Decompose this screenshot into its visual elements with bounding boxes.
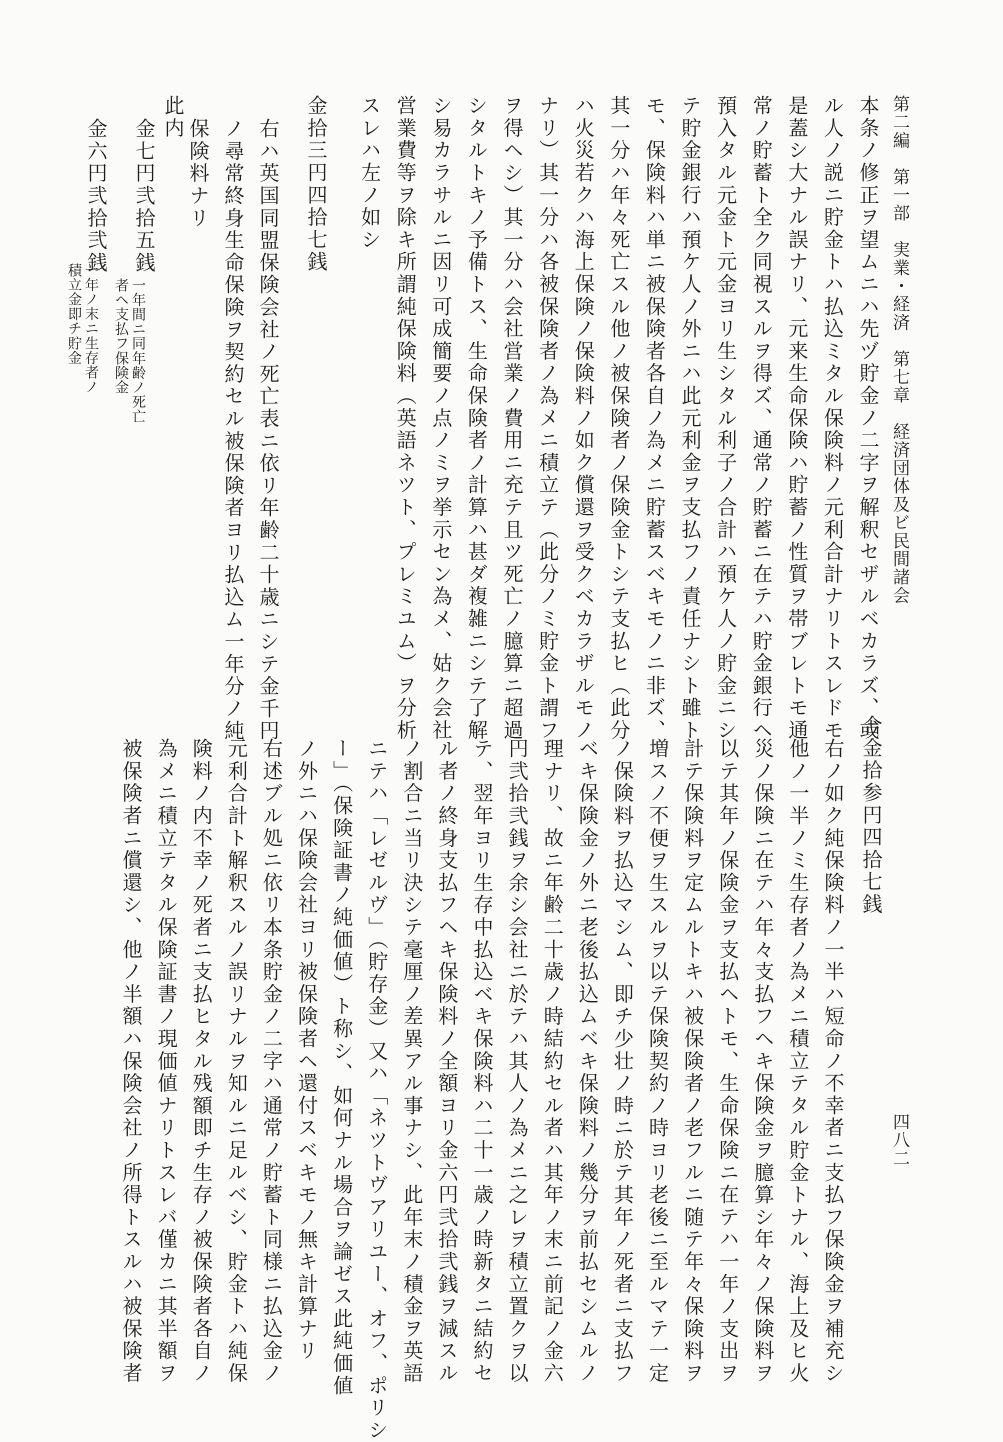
- page-number: 四八二: [889, 1113, 909, 1168]
- text-line: 以テ其年ノ保険金ヲ支払ヘトモ、生命保険ニ在テハ一年ノ支出ヲ: [715, 738, 740, 1385]
- text-line: 険料ノ内不幸ノ死者ニ支払ヒタル残額即チ生存ノ被保険者各自ノ: [189, 738, 214, 1385]
- text-line: 右ハ英国同盟保険会社ノ死亡表ニ依リ年齢二十歳ニシテ金千円: [256, 118, 280, 743]
- item-note: 者ヘ支払フ保険金: [113, 278, 129, 395]
- text-line: スレハ左ノ如シ: [357, 95, 382, 252]
- text-line: ニテハ「レゼルヴ」（貯存金）又ハ「ネツトヴアリユー、オフ、ポリシ: [364, 738, 389, 1442]
- item-amount: 金六円弐拾弐銭: [84, 118, 108, 275]
- text-line: 被保険者ニ償還シ、他ノ半額ハ保険会社ノ所得トスルハ被保険者: [119, 738, 143, 1385]
- text-line: 他ノ一半ノミ生存者ノ為メニ積立テタル貯金トナル、海上及ヒ火: [785, 738, 810, 1385]
- text-line: ナリ）其一分ハ各被保険者ノ為メニ積立テ（此分ノミ貯金ト謂フ: [535, 95, 560, 742]
- text-line: 円弐拾弐銭ヲ余シ会社ニ於テハ其人ノ為メニ之レヲ積立置クヲ以: [505, 738, 530, 1385]
- text-line: テ、翌年ヨリ生存中払込ベキ保険料ハ二十一歳ノ時新タニ結約セ: [470, 738, 494, 1385]
- text-line: 為メニ積立テタル保険証書ノ現価値ナリトスレバ僅カニ其半額ヲ: [154, 738, 179, 1385]
- text-line: 増スノ不便ヲ生スルヲ以テ保険契約ノ時ヨリ老後ニ至ルマテ一定: [645, 738, 670, 1385]
- text-line: ル人ノ説ニ貯金トハ払込ミタル保険料ノ元利合計ナリトスレドモ: [820, 95, 845, 742]
- breakdown-label: 此内: [161, 95, 185, 140]
- text-line: テ貯金銀行ハ預ケ人ノ外ニハ此元利金ヲ支払フノ責任ナシト雖ト: [678, 95, 702, 742]
- text-line: ー」（保険証書ノ純価値）ト称シ、如何ナル場合ヲ論ゼス此純価値: [329, 738, 354, 1397]
- text-line: 元利合計ト解釈スルノ誤リナルヲ知ルニ足ルベシ、貯金トハ純保: [224, 738, 249, 1385]
- text-line: 本条ノ修正ヲ望ムニハ先ヅ貯金ノ二字ヲ解釈セザルベカラズ、或: [856, 95, 880, 742]
- text-line: ル者ノ終身支払フヘキ保険料ノ全額ヨリ金六円弐拾弐銭ヲ減スル: [434, 738, 459, 1385]
- text-line: 其一分ハ年々死亡スル他ノ被保険者ノ保険金トシテ支払ヒ（此分: [606, 95, 631, 742]
- text-line: 常ノ貯蓄ト全ク同視スルヲ得ズ、通常ノ貯蓄ニ在テハ貯金銀行ヘ: [749, 95, 774, 742]
- item-amount: 金七円弐拾五銭: [132, 118, 156, 275]
- text-line: ノ割合ニ当リ決シテ毫厘ノ差異アル事ナシ、此年末ノ積金ヲ英語: [399, 738, 424, 1385]
- text-line: 理ナリ、故ニ年齢二十歳ノ時結約セル者ハ其年ノ末ニ前記ノ金六: [540, 738, 565, 1385]
- item-note: 一年ノ末ニ生存者ノ: [83, 263, 99, 395]
- running-head: 第二編 第一部 実業・経済 第七章 経済団体及ビ民間諸会: [889, 95, 909, 605]
- text-line: ノ外ニハ保険会社ヨリ被保険者ヘ還付スベキモノ無キ計算ナリ: [294, 738, 319, 1363]
- item-note: 一年間ニ同年齢ノ死亡: [130, 278, 146, 424]
- text-line: ハ火災若クハ海上保険ノ保険料ノ如ク償還ヲ受クベカラザルモノ: [571, 95, 596, 742]
- total-amount: 合金拾参円四拾七銭: [859, 715, 883, 916]
- text-line: 右述ブル処ニ依リ本条貯金ノ二字ハ通常ノ貯蓄ト同様ニ払込金ノ: [259, 738, 284, 1385]
- text-line: 計テ保険料ヲ定ムルトキハ被保険者ノ老フルニ随テ年々保険料ヲ: [680, 738, 705, 1385]
- amount-heading: 金拾三円四拾七銭: [304, 95, 328, 274]
- text-line: 右ノ如ク純保険料ノ一半ハ短命ノ不幸者ニ支払フ保険金ヲ補充シ: [821, 738, 845, 1385]
- text-line: 営業費等ヲ除キ所謂純保険料（英語ネツト、プレミユム）ヲ分析: [393, 95, 418, 742]
- text-line: ノ保険料ヲ払込マシム、即チ少壮ノ時ニ於テ其年ノ死者ニ支払フ: [610, 738, 635, 1385]
- text-line: モ、保険料ハ単ニ被保険者各自ノ為メニ貯蓄スベキモノニ非ズ、: [642, 95, 667, 742]
- text-line: シ易カラサルニ因リ可成簡要ノ点ノミヲ挙示セン為メ、姑ク会社: [428, 95, 453, 742]
- text-line: 保険料ナリ: [186, 118, 210, 230]
- text-line: 災ノ保険ニ在テハ年々支払フヘキ保険金ヲ臆算シ年々ノ保険料ヲ: [750, 738, 775, 1385]
- item-note: 積立金即チ貯金: [66, 263, 82, 366]
- text-line: 是蓋シ大ナル誤ナリ、元来生命保険ハ貯蓄ノ性質ヲ帯ブレトモ通: [784, 95, 809, 742]
- text-line: シタルトキノ予備トス、生命保険者ノ計算ハ甚ダ複雑ニシテ了解: [464, 95, 489, 742]
- text-line: 預入タル元金ト元金ヨリ生シタル利子ノ合計ハ預ケ人ノ貯金ニシ: [713, 95, 738, 742]
- text-line: ヲ得ヘシ）其一分ハ会社営業ノ費用ニ充テ且ツ死亡ノ臆算ニ超過: [500, 95, 524, 742]
- text-line: ノ尋常終身生命保険ヲ契約セル被保険者ヨリ払込ム一年分ノ純: [221, 118, 245, 743]
- text-line: ベキ保険金ノ外ニ老後払込ムベキ保険料ノ幾分ヲ前払セシムルノ: [575, 738, 600, 1385]
